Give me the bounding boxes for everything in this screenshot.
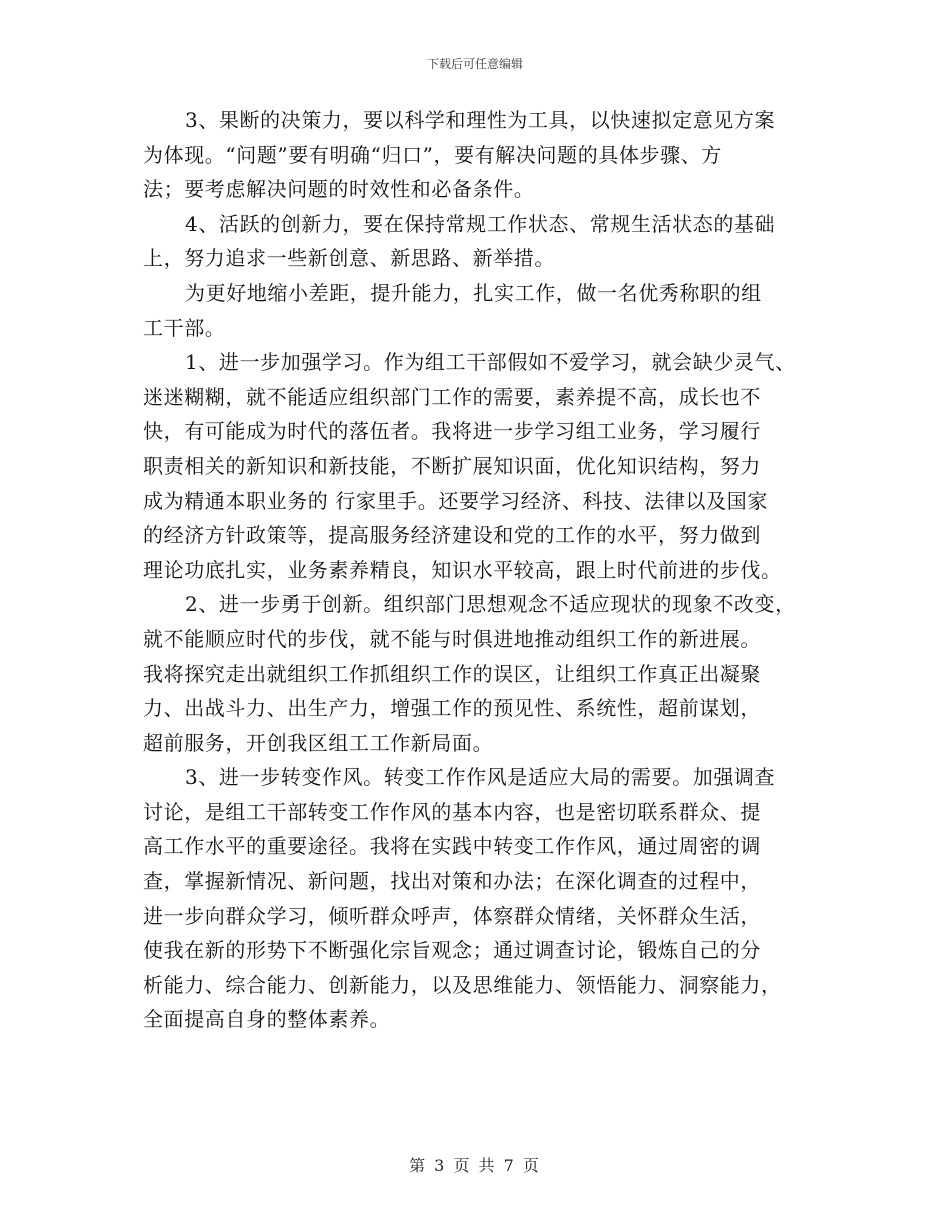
text-line: 的经济方针政策等，提高服务经济建设和党的工作的水平，努力做到	[143, 523, 761, 548]
text-line: 析能力、综合能力、创新能力，以及思维能力、领悟能力、洞察能力，	[143, 972, 782, 997]
text-line: 上，努力追求一些新创意、新思路、新举措。	[143, 246, 555, 271]
document-body	[143, 103, 833, 1037]
text-line: 进一步向群众学习，倾听群众呼声，体察群众情绪，关怀群众生活，	[143, 903, 761, 928]
text-line: 4、活跃的创新力，要在保持常规工作状态、常规生活状态的基础	[185, 211, 776, 236]
page-footer: 第 3 页 共 7 页	[409, 1156, 541, 1175]
text-line: 法；要考虑解决问题的时效性和必备条件。	[143, 177, 535, 202]
text-line: 快，有可能成为时代的落伍者。我将进一步学习组工业务，学习履行	[143, 419, 761, 444]
text-line: 力、出战斗力、出生产力，增强工作的预见性、系统性，超前谋划，	[143, 696, 761, 721]
text-line: 全面提高自身的整体素养。	[143, 1007, 391, 1032]
text-line: 工干部。	[143, 315, 226, 340]
text-line: 成为精通本职业务的 行家里手。还要学习经济、科技、法律以及国家	[143, 488, 768, 513]
page-header: 下载后可任意编辑	[426, 57, 523, 71]
text-line: 高工作水平的重要途径。我将在实践中转变工作作风，通过周密的调	[143, 834, 761, 859]
text-line: 超前服务，开创我区组工工作新局面。	[143, 730, 494, 755]
text-line: 职责相关的新知识和新技能，不断扩展知识面，优化知识结构，努力	[143, 453, 761, 478]
text-line: 3、果断的决策力，要以科学和理性为工具，以快速拟定意见方案	[185, 108, 776, 132]
text-line: 1、进一步加强学习。作为组工干部假如不爱学习，就会缺少灵气、	[185, 350, 796, 375]
text-line: 就不能顺应时代的步伐，就不能与时俱进地推动组织工作的新进展。	[143, 626, 761, 651]
text-line: 理论功底扎实，业务素养精良，知识水平较高，跟上时代前进的步伐。	[143, 557, 782, 582]
text-line: 3、进一步转变作风。转变工作作风是适应大局的需要。加强调查	[185, 765, 776, 790]
text-line: 我将探究走出就组织工作抓组织工作的误区，让组织工作真正出凝聚	[143, 661, 761, 686]
text-line: 2、进一步勇于创新。组织部门思想观念不适应现状的现象不改变，	[185, 592, 796, 617]
text-line: 为体现。“问题”要有明确“归口”，要有解决问题的具体步骤、方	[143, 142, 722, 167]
text-line: 查，掌握新情况、新问题，找出对策和办法；在深化调查的过程中，	[143, 869, 761, 894]
text-line: 讨论，是组工干部转变工作作风的基本内容，也是密切联系群众、提	[143, 799, 761, 824]
text-line: 迷迷糊糊，就不能适应组织部门工作的需要，素养提不高，成长也不	[143, 384, 761, 409]
text-line: 使我在新的形势下不断强化宗旨观念；通过调查讨论，锻炼自己的分	[143, 938, 761, 963]
text-line: 为更好地缩小差距，提升能力，扎实工作，做一名优秀称职的组	[185, 280, 762, 305]
